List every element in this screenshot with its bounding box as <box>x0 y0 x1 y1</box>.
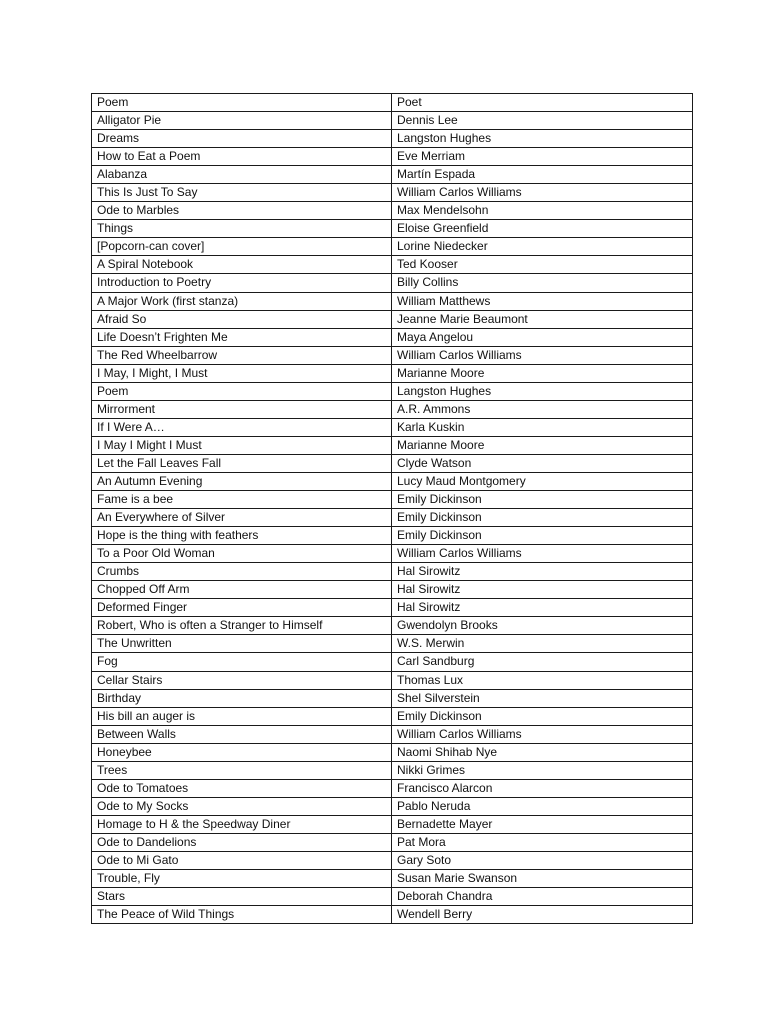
poem-title-cell: [Popcorn-can cover] <box>92 238 392 256</box>
poem-title-cell: His bill an auger is <box>92 707 392 725</box>
poem-title-cell: Fog <box>92 653 392 671</box>
poet-name-cell: Marianne Moore <box>392 364 693 382</box>
table-row <box>92 563 693 581</box>
table-row <box>92 256 693 274</box>
poem-title-cell: Things <box>92 220 392 238</box>
table-row <box>92 364 693 382</box>
table-row <box>92 166 693 184</box>
poem-title-cell: How to Eat a Poem <box>92 148 392 166</box>
poet-name-cell: Martín Espada <box>392 166 693 184</box>
table-row <box>92 527 693 545</box>
poem-title-cell: Between Walls <box>92 725 392 743</box>
header-row <box>92 94 693 112</box>
poet-name-cell: Hal Sirowitz <box>392 581 693 599</box>
poet-name-cell: Jeanne Marie Beaumont <box>392 310 693 328</box>
table-header <box>92 94 693 112</box>
poem-title-cell: Hope is the thing with feathers <box>92 527 392 545</box>
poet-name-cell: William Carlos Williams <box>392 184 693 202</box>
poet-name-cell: William Matthews <box>392 292 693 310</box>
poet-name-cell: Gwendolyn Brooks <box>392 617 693 635</box>
table-row <box>92 617 693 635</box>
poem-title-cell: To a Poor Old Woman <box>92 545 392 563</box>
poem-title-cell: Ode to Marbles <box>92 202 392 220</box>
poem-title-cell: A Major Work (first stanza) <box>92 292 392 310</box>
table-row <box>92 689 693 707</box>
poem-title-cell: Crumbs <box>92 563 392 581</box>
poem-title-cell: Mirrorment <box>92 400 392 418</box>
poet-name-cell: Marianne Moore <box>392 436 693 454</box>
table-row <box>92 400 693 418</box>
poet-name-cell: Lorine Niedecker <box>392 238 693 256</box>
poem-title-cell: Trouble, Fly <box>92 870 392 888</box>
poem-title-cell: Ode to Dandelions <box>92 833 392 851</box>
poem-title-cell: An Autumn Evening <box>92 472 392 490</box>
poem-title-cell: Trees <box>92 761 392 779</box>
poem-title-cell: Robert, Who is often a Stranger to Himself <box>92 617 392 635</box>
poet-name-cell: Langston Hughes <box>392 130 693 148</box>
poet-name-cell: William Carlos Williams <box>392 725 693 743</box>
poet-name-cell: Ted Kooser <box>392 256 693 274</box>
table-row <box>92 436 693 454</box>
poet-name-cell: Wendell Berry <box>392 906 693 924</box>
poet-name-cell: Carl Sandburg <box>392 653 693 671</box>
table-row <box>92 292 693 310</box>
table-row <box>92 779 693 797</box>
table-row <box>92 870 693 888</box>
table-body <box>92 112 693 924</box>
poem-title-cell: The Red Wheelbarrow <box>92 346 392 364</box>
poem-title-cell: Cellar Stairs <box>92 671 392 689</box>
table-row <box>92 545 693 563</box>
table-row <box>92 833 693 851</box>
table-row <box>92 599 693 617</box>
poem-title-cell: Ode to Tomatoes <box>92 779 392 797</box>
poem-title-cell: This Is Just To Say <box>92 184 392 202</box>
poem-title-cell: I May I Might I Must <box>92 436 392 454</box>
table-row <box>92 653 693 671</box>
poet-name-cell: Hal Sirowitz <box>392 599 693 617</box>
poem-title-cell: Stars <box>92 888 392 906</box>
poet-name-cell: Dennis Lee <box>392 112 693 130</box>
poem-title-cell: The Peace of Wild Things <box>92 906 392 924</box>
poem-title-cell: Homage to H & the Speedway Diner <box>92 815 392 833</box>
poem-title-cell: Introduction to Poetry <box>92 274 392 292</box>
poet-name-cell: Deborah Chandra <box>392 888 693 906</box>
poet-name-cell: Shel Silverstein <box>392 689 693 707</box>
table-row <box>92 148 693 166</box>
table-row <box>92 184 693 202</box>
table-row <box>92 888 693 906</box>
poem-table <box>91 93 693 924</box>
poet-name-cell: Gary Soto <box>392 851 693 869</box>
poet-name-cell: Francisco Alarcon <box>392 779 693 797</box>
poet-name-cell: Karla Kuskin <box>392 418 693 436</box>
poem-title-cell: Ode to My Socks <box>92 797 392 815</box>
table-row <box>92 310 693 328</box>
poet-name-cell: Nikki Grimes <box>392 761 693 779</box>
poet-name-cell: Langston Hughes <box>392 382 693 400</box>
table-row <box>92 491 693 509</box>
table-row <box>92 130 693 148</box>
poet-name-cell: Emily Dickinson <box>392 527 693 545</box>
poem-title-cell: The Unwritten <box>92 635 392 653</box>
poem-title-cell: Deformed Finger <box>92 599 392 617</box>
poet-name-cell: William Carlos Williams <box>392 346 693 364</box>
poem-title-cell: Honeybee <box>92 743 392 761</box>
poem-title-cell: Ode to Mi Gato <box>92 851 392 869</box>
poet-name-cell: Pablo Neruda <box>392 797 693 815</box>
poem-title-cell: Dreams <box>92 130 392 148</box>
poet-name-cell: Maya Angelou <box>392 328 693 346</box>
poem-title-cell: A Spiral Notebook <box>92 256 392 274</box>
poem-title-cell: Let the Fall Leaves Fall <box>92 454 392 472</box>
poem-title-cell: Poem <box>92 382 392 400</box>
column-header-poet: Poet <box>392 94 693 112</box>
table-row <box>92 112 693 130</box>
table-row <box>92 707 693 725</box>
table-row <box>92 382 693 400</box>
poem-title-cell: Life Doesn’t Frighten Me <box>92 328 392 346</box>
poet-name-cell: Lucy Maud Montgomery <box>392 472 693 490</box>
poet-name-cell: Naomi Shihab Nye <box>392 743 693 761</box>
column-header-poem: Poem <box>92 94 392 112</box>
table-row <box>92 509 693 527</box>
poet-name-cell: Hal Sirowitz <box>392 563 693 581</box>
table-row <box>92 743 693 761</box>
table-row <box>92 761 693 779</box>
poet-name-cell: Thomas Lux <box>392 671 693 689</box>
poem-title-cell: If I Were A… <box>92 418 392 436</box>
poet-name-cell: Pat Mora <box>392 833 693 851</box>
table-row <box>92 274 693 292</box>
table-row <box>92 851 693 869</box>
poet-name-cell: Clyde Watson <box>392 454 693 472</box>
table-row <box>92 581 693 599</box>
poet-name-cell: Eloise Greenfield <box>392 220 693 238</box>
poet-name-cell: W.S. Merwin <box>392 635 693 653</box>
poem-title-cell: An Everywhere of Silver <box>92 509 392 527</box>
poet-name-cell: A.R. Ammons <box>392 400 693 418</box>
table-row <box>92 472 693 490</box>
poem-title-cell: Chopped Off Arm <box>92 581 392 599</box>
table-row <box>92 220 693 238</box>
poet-name-cell: William Carlos Williams <box>392 545 693 563</box>
poem-title-cell: Afraid So <box>92 310 392 328</box>
poet-name-cell: Max Mendelsohn <box>392 202 693 220</box>
table-row <box>92 906 693 924</box>
poem-title-cell: Fame is a bee <box>92 491 392 509</box>
poet-name-cell: Emily Dickinson <box>392 707 693 725</box>
poet-name-cell: Emily Dickinson <box>392 491 693 509</box>
table-row <box>92 418 693 436</box>
poet-name-cell: Eve Merriam <box>392 148 693 166</box>
poet-name-cell: Emily Dickinson <box>392 509 693 527</box>
table-row <box>92 454 693 472</box>
poem-title-cell: Birthday <box>92 689 392 707</box>
poet-name-cell: Billy Collins <box>392 274 693 292</box>
table-row <box>92 238 693 256</box>
table-row <box>92 815 693 833</box>
table-row <box>92 328 693 346</box>
table-row <box>92 346 693 364</box>
poem-title-cell: I May, I Might, I Must <box>92 364 392 382</box>
table-row <box>92 725 693 743</box>
table-row <box>92 671 693 689</box>
poet-name-cell: Susan Marie Swanson <box>392 870 693 888</box>
table-row <box>92 635 693 653</box>
table-row <box>92 797 693 815</box>
poet-name-cell: Bernadette Mayer <box>392 815 693 833</box>
table-row <box>92 202 693 220</box>
poem-title-cell: Alligator Pie <box>92 112 392 130</box>
poem-title-cell: Alabanza <box>92 166 392 184</box>
